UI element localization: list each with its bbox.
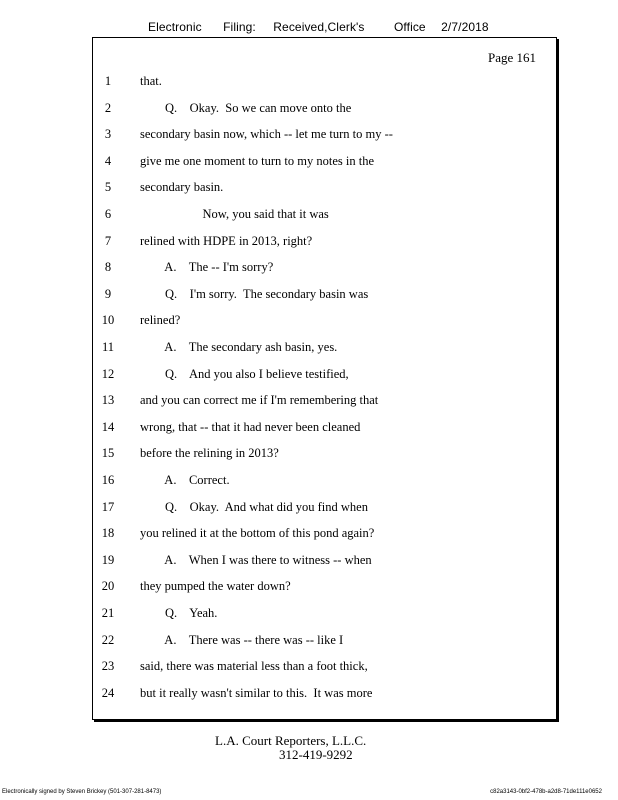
line-number: 11 [101, 340, 115, 354]
line-text: they pumped the water down? [140, 579, 291, 594]
filing-header [148, 20, 489, 34]
line-text: secondary basin. [140, 180, 224, 195]
line-number: 5 [104, 180, 112, 195]
line-number: 12 [101, 366, 115, 381]
line-text: that. [140, 74, 162, 88]
line-text: Q. I'm sorry. The secondary basin was [140, 286, 369, 301]
line-number: 22 [101, 632, 115, 647]
line-number: 23 [101, 659, 115, 674]
line-text: Q. Yeah. [140, 606, 218, 620]
line-number: 10 [101, 313, 115, 328]
line-number: 4 [104, 153, 112, 168]
line-number: 2 [104, 100, 112, 115]
line-text: said, there was material less than a foot thick, [140, 659, 368, 674]
line-number: 6 [104, 207, 112, 221]
filing-header-office: Office [393, 20, 426, 34]
line-text: Q. And you also I believe testified, [140, 366, 349, 381]
line-text: but it really wasn't similar to this. It was more [140, 685, 373, 700]
filing-header-received: Received,Clerk's [273, 20, 365, 34]
line-number: 3 [104, 127, 112, 142]
line-number: 7 [104, 233, 112, 248]
line-number: 18 [101, 526, 115, 541]
filing-header-filing: Filing: [223, 20, 256, 34]
line-number: 15 [101, 446, 115, 461]
line-number: 9 [104, 286, 112, 301]
line-number: 16 [101, 473, 115, 487]
page-number: Page 161 [488, 50, 537, 65]
line-number: 24 [101, 685, 115, 700]
document-hash: c82a3143-0bf2-478b-a2d8-71de111e0652 [490, 789, 602, 795]
line-text: A. There was -- there was -- like I [140, 632, 344, 647]
line-number: 17 [101, 499, 115, 514]
line-text: A. The secondary ash basin, yes. [140, 340, 338, 354]
line-text: Now, you said that it was [140, 207, 329, 221]
line-text: A. When I was there to witness -- when [140, 552, 372, 567]
line-number: 8 [104, 260, 112, 275]
line-number: 13 [101, 393, 115, 408]
filing-header-electronic: Electronic [148, 20, 202, 34]
footer-company: L.A. Court Reporters, L.L.C. [215, 733, 367, 748]
line-text: give me one moment to turn to my notes in the [140, 153, 374, 168]
filing-header-date: 2/7/2018 [441, 20, 489, 34]
line-number: 21 [101, 606, 115, 620]
footer-phone: 312-419-9292 [279, 747, 353, 762]
line-text: relined? [140, 313, 181, 328]
line-text: Q. Okay. And what did you find when [140, 499, 368, 514]
line-number: 20 [101, 579, 115, 594]
line-text: Q. Okay. So we can move onto the [140, 100, 352, 115]
line-text: A. The -- I'm sorry? [140, 260, 274, 275]
line-number: 19 [101, 552, 115, 567]
line-number: 1 [104, 74, 112, 88]
line-text: secondary basin now, which -- let me turn to my -- [140, 127, 393, 142]
line-number: 14 [101, 419, 115, 434]
line-text: and you can correct me if I'm remembering that [140, 393, 379, 408]
line-text: relined with HDPE in 2013, right? [140, 233, 313, 248]
line-text: wrong, that -- that it had never been cleaned [140, 419, 361, 434]
line-text: before the relining in 2013? [140, 446, 279, 461]
line-text: A. Correct. [140, 473, 230, 487]
electronic-signature: Electronically signed by Steven Brickey (501-307-281-8473) [2, 789, 162, 795]
line-text: you relined it at the bottom of this pond again? [140, 526, 375, 541]
